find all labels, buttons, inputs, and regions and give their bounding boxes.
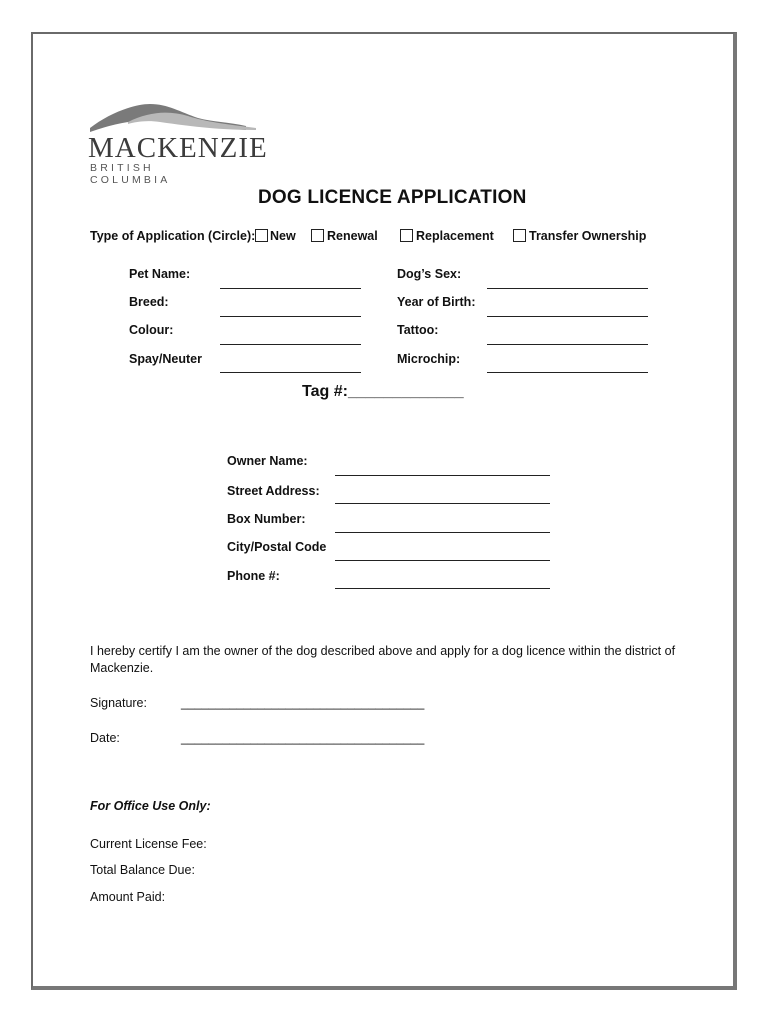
logo-subtitle: BRITISH COLUMBIA	[90, 162, 171, 186]
street-address-label: Street Address:	[227, 484, 320, 498]
year-of-birth-field[interactable]	[487, 316, 648, 317]
tag-label-text: Tag #:	[302, 383, 348, 400]
checkbox-transfer-ownership[interactable]	[513, 229, 526, 242]
total-balance-due-label: Total Balance Due:	[90, 863, 195, 877]
box-number-field[interactable]	[335, 532, 550, 533]
form-title: DOG LICENCE APPLICATION	[258, 187, 527, 208]
tag-field[interactable]: _____________	[347, 383, 464, 400]
dogs-sex-label: Dog’s Sex:	[397, 267, 462, 281]
tattoo-label: Tattoo:	[397, 323, 439, 337]
owner-name-label: Owner Name:	[227, 454, 308, 468]
option-transfer-ownership-label: Transfer Ownership	[529, 229, 647, 243]
owner-name-field[interactable]	[335, 475, 550, 476]
microchip-label: Microchip:	[397, 352, 461, 366]
breed-field[interactable]	[220, 316, 361, 317]
city-postal-code-field[interactable]	[335, 560, 550, 561]
logo-wordmark: MACKENZIE	[88, 132, 268, 164]
option-replacement-label: Replacement	[416, 229, 494, 243]
application-type-label: Type of Application (Circle):	[90, 229, 256, 243]
pet-name-field[interactable]	[220, 288, 361, 289]
colour-field[interactable]	[220, 344, 361, 345]
certification-text: I hereby certify I am the owner of the dog described above and apply for a dog licence within the district of Mackenzie.	[90, 644, 676, 675]
pet-name-label: Pet Name:	[129, 267, 191, 281]
colour-label: Colour:	[129, 323, 174, 337]
spay-neuter-field[interactable]	[220, 372, 361, 373]
checkbox-replacement[interactable]	[400, 229, 413, 242]
option-renewal-label: Renewal	[327, 229, 378, 243]
spay-neuter-label: Spay/Neuter	[129, 352, 202, 366]
checkbox-new[interactable]	[255, 229, 268, 242]
box-number-label: Box Number:	[227, 512, 306, 526]
checkbox-renewal[interactable]	[311, 229, 324, 242]
date-label: Date:	[90, 731, 120, 745]
street-address-field[interactable]	[335, 503, 550, 504]
city-postal-code-label: City/Postal Code	[227, 540, 327, 554]
signature-label: Signature:	[90, 696, 147, 710]
date-field[interactable]: ___________________________________	[181, 731, 425, 745]
tag-label	[302, 383, 464, 401]
microchip-field[interactable]	[487, 372, 648, 373]
tattoo-field[interactable]	[487, 344, 648, 345]
current-license-fee-label: Current License Fee:	[90, 837, 207, 851]
phone-label: Phone #:	[227, 569, 280, 583]
option-new-label: New	[270, 229, 296, 243]
signature-field[interactable]: ___________________________________	[181, 696, 425, 710]
amount-paid-label: Amount Paid:	[90, 890, 166, 904]
office-use-heading: For Office Use Only:	[90, 799, 211, 813]
dogs-sex-field[interactable]	[487, 288, 648, 289]
phone-field[interactable]	[335, 588, 550, 589]
year-of-birth-label: Year of Birth:	[397, 295, 476, 309]
mountain-logo-icon	[88, 100, 258, 136]
breed-label: Breed:	[129, 295, 169, 309]
